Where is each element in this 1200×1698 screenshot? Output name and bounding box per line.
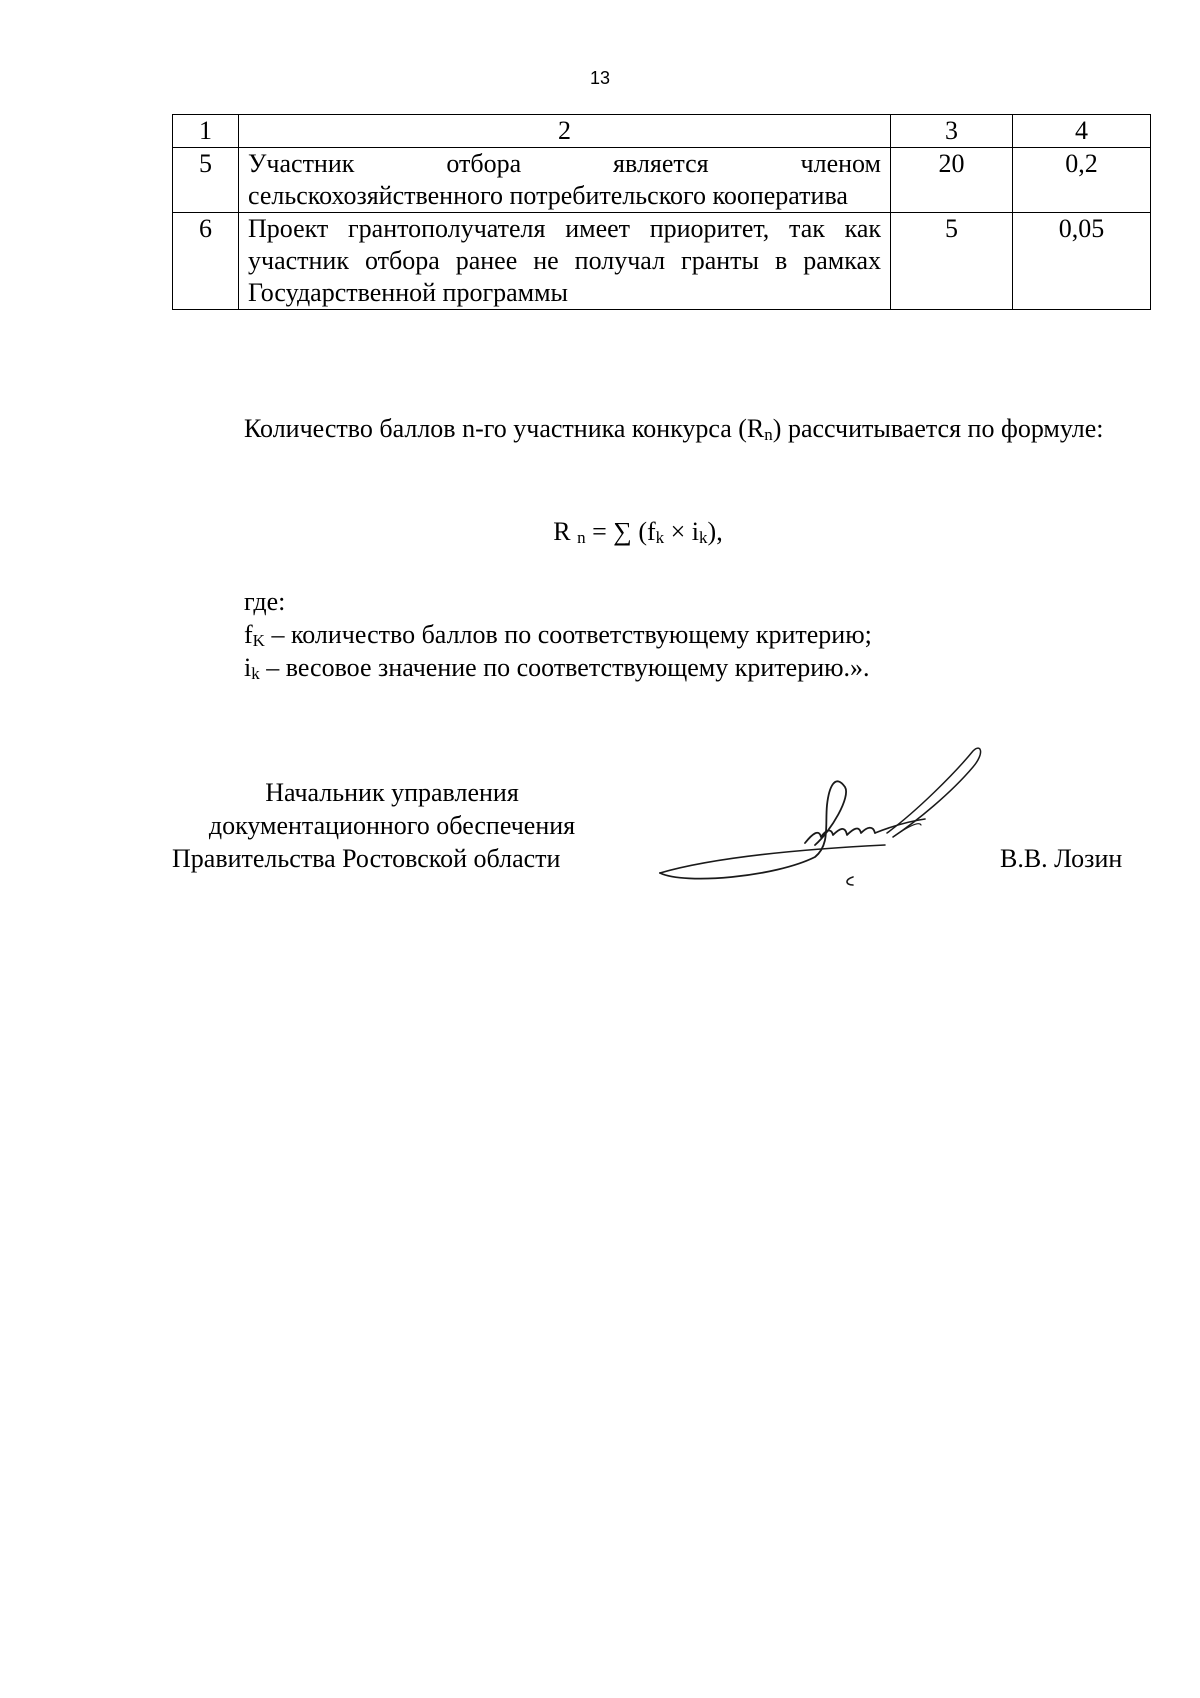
signer-title-line: Правительства Ростовской области (172, 844, 561, 873)
header-cell: 2 (239, 115, 891, 148)
criteria-table (172, 114, 1151, 310)
formula-part: × i (664, 517, 700, 546)
signer-name: В.В. Лозин (1000, 844, 1123, 873)
formula-intro-paragraph (172, 412, 1150, 445)
header-cell: 1 (173, 115, 239, 148)
header-cell: 3 (891, 115, 1013, 148)
weight-value: 0,05 (1013, 213, 1151, 310)
signer-title (172, 776, 612, 875)
where-label: где: (244, 587, 286, 616)
handwritten-signature (655, 745, 995, 895)
formula-part: = ∑ (f (585, 517, 656, 546)
definition-f (244, 618, 872, 651)
weight-value: 0,2 (1013, 148, 1151, 213)
header-cell: 4 (1013, 115, 1151, 148)
definition-text: – весовое значение по соответствующему критерию.». (259, 653, 870, 682)
formula-part: ), (707, 517, 723, 546)
row-number: 6 (173, 213, 239, 310)
table-row (173, 148, 1151, 213)
criterion-text: Участник отбора является членом сельскохозяйственного потребительского кооператива (239, 148, 891, 213)
points-value: 20 (891, 148, 1013, 213)
row-number: 5 (173, 148, 239, 213)
page-number: 13 (589, 68, 611, 88)
formula-subscript: k (699, 528, 708, 547)
formula-definitions (244, 585, 872, 684)
criterion-text: Проект грантополучателя имеет приоритет, так как участник отбора ранее не получал гранты в рамках Государственной программы (239, 213, 891, 310)
formula-subscript: n (577, 528, 586, 547)
definition-text: – количество баллов по соответствующему критерию; (264, 620, 872, 649)
formula-part: R (553, 517, 571, 546)
table-header-row (173, 115, 1151, 148)
signer-title-line: Начальник управления (265, 778, 519, 807)
definition-subscript: K (252, 631, 265, 650)
paragraph-text: ) рассчитывается по формуле: (772, 414, 1104, 443)
table-row (173, 213, 1151, 310)
definition-i (244, 651, 872, 684)
points-value: 5 (891, 213, 1013, 310)
formula (0, 516, 1200, 548)
definition-symbol: f (244, 620, 253, 649)
signer-title-line: документационного обеспечения (208, 811, 576, 840)
definition-symbol: i (244, 653, 252, 682)
paragraph-text: Количество баллов n-го участника конкурса (R (244, 414, 765, 443)
formula-subscript: k (655, 528, 665, 547)
paragraph-subscript: n (764, 425, 773, 444)
definition-subscript: k (251, 664, 260, 683)
